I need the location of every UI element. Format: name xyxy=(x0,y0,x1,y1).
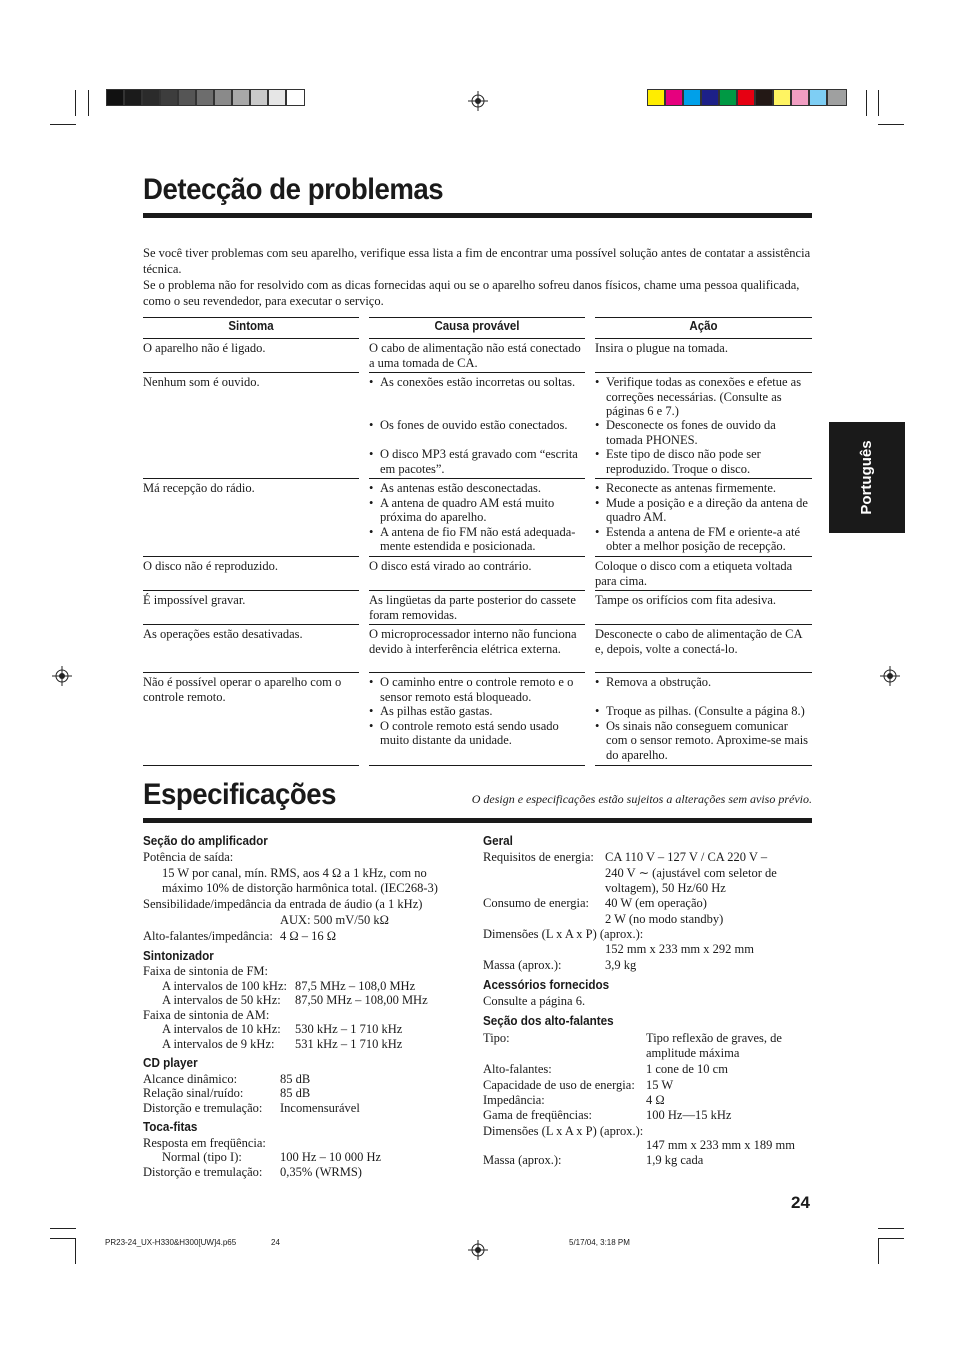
spec-value: 100 Hz – 10 000 Hz xyxy=(280,1150,382,1164)
spec-value: 100 Hz—15 kHz xyxy=(646,1108,732,1122)
registration-target-icon xyxy=(468,1240,488,1260)
spec-label: Capacidade de uso de energia: xyxy=(483,1078,635,1092)
spec-value: AUX: 500 mV/50 kΩ xyxy=(280,913,389,927)
cause-item: • A antena de quadro AM está muito próxima do aparelho. xyxy=(369,496,585,525)
spec-label: Relação sinal/ruído: xyxy=(143,1086,244,1100)
section-heading: Toca-fitas xyxy=(143,1119,198,1134)
cause-item: • O controle remoto está sendo usado muito distante da unidade. xyxy=(369,719,585,748)
intro-paragraph-1: Se você tiver problemas com seu aparelho, verifique essa lista a fim de encontrar uma possível solução antes de contatar a assistência técnica. xyxy=(143,246,811,276)
spec-value: amplitude máxima xyxy=(646,1046,740,1060)
action-item: • Verifique todas as conexões e efetue as correções necessárias. (Consulte as páginas 6 e 7.) xyxy=(595,375,812,419)
troubleshooting-title: Detecção de problemas xyxy=(143,173,444,206)
spec-label: Massa (aprox.): xyxy=(483,1153,562,1167)
spec-value: 87,50 MHz – 108,00 MHz xyxy=(295,993,428,1007)
spec-label: Alto-falantes/impedância: xyxy=(143,929,273,943)
cause-item: • A antena de fio FM não está adequada-mente estendida e posicionada. xyxy=(369,525,585,554)
cause-item: • As pilhas estão gastas. xyxy=(369,704,585,719)
spec-label: Massa (aprox.): xyxy=(483,958,562,972)
action-item: • Este tipo de disco não pode ser reproduzido. Troque o disco. xyxy=(595,447,812,476)
cause-item: • As antenas estão desconectadas. xyxy=(369,481,585,496)
action-item: • Troque as pilhas. (Consulte a página 8.) xyxy=(595,704,812,719)
spec-label: Sensibilidade/impedância da entrada de áudio (a 1 kHz) xyxy=(143,897,423,911)
spec-value: 152 mm x 233 mm x 292 mm xyxy=(605,942,754,956)
action-cell: Desconecte o cabo de alimentação de CA e, depois, volte a conectá-lo. xyxy=(595,627,802,656)
symptom-cell: As operações estão desativadas. xyxy=(143,627,303,641)
cause-item: • Os fones de ouvido estão conectados. xyxy=(369,418,585,433)
spec-value: Consulte a página 6. xyxy=(483,994,586,1008)
spec-value: 40 W (em operação) xyxy=(605,896,707,910)
registration-target-icon xyxy=(468,91,488,111)
cause-cell: As lingüetas da parte posterior do cassete foram removidas. xyxy=(369,593,576,622)
action-cell: Insira o plugue na tomada. xyxy=(595,341,728,355)
section-heading: CD player xyxy=(143,1055,198,1070)
column-header-cause: Causa provável xyxy=(434,319,520,333)
spec-value: 1,9 kg cada xyxy=(646,1153,704,1167)
spec-label: Faixa de sintonia de AM: xyxy=(143,1008,270,1022)
specs-rule xyxy=(143,818,812,823)
spec-label: Resposta em freqüência: xyxy=(143,1136,266,1150)
spec-value: 530 kHz – 1 710 kHz xyxy=(295,1022,403,1036)
spec-value: CA 110 V – 127 V / CA 220 V – xyxy=(605,850,768,864)
spec-label: Tipo: xyxy=(483,1031,510,1045)
section-heading: Geral xyxy=(483,833,513,848)
footer-page: 24 xyxy=(271,1238,280,1247)
section-heading: Acessórios fornecidos xyxy=(483,977,610,992)
spec-value: máximo 10% de distorção harmônica total. (IEC268-3) xyxy=(162,881,438,895)
specifications-note: O design e especificações estão sujeitos a alterações sem aviso prévio. xyxy=(471,792,812,806)
action-item: • Remova a obstrução. xyxy=(595,675,812,690)
action-item: • Reconecte as antenas firmemente. xyxy=(595,481,812,496)
spec-label: Alcance dinâmico: xyxy=(143,1072,238,1086)
cause-cell: O cabo de alimentação não está conectado a uma tomada de CA. xyxy=(369,341,581,370)
spec-label: A intervalos de 9 kHz: xyxy=(162,1037,275,1051)
spec-value: 240 V ∼ (ajustável com seletor de xyxy=(605,866,777,880)
action-cell: Coloque o disco com a etiqueta voltada para cima. xyxy=(595,559,793,588)
symptom-cell: É impossível gravar. xyxy=(143,593,246,607)
spec-value: 2 W (no modo standby) xyxy=(605,912,724,926)
spec-value: 1 cone de 10 cm xyxy=(646,1062,728,1076)
symptom-cell: O aparelho não é ligado. xyxy=(143,341,266,355)
symptom-cell: Má recepção do rádio. xyxy=(143,481,255,495)
symptom-cell: O disco não é reproduzido. xyxy=(143,559,279,573)
spec-label: Consumo de energia: xyxy=(483,896,589,910)
spec-label: Requisitos de energia: xyxy=(483,850,594,864)
spec-value: 4 Ω xyxy=(646,1093,665,1107)
section-heading: Seção do amplificador xyxy=(143,833,268,848)
spec-value: 3,9 kg xyxy=(605,958,637,972)
spec-label: Potência de saída: xyxy=(143,850,234,864)
spec-label: Normal (tipo I): xyxy=(162,1150,242,1164)
column-header-symptom: Sintoma xyxy=(228,319,274,333)
spec-label: Dimensões (L x A x P) (aprox.): xyxy=(483,927,644,941)
footer-date: 5/17/04, 3:18 PM xyxy=(569,1238,630,1247)
spec-label: Distorção e tremulação: xyxy=(143,1101,263,1115)
spec-label: A intervalos de 10 kHz: xyxy=(162,1022,281,1036)
spec-value: 4 Ω – 16 Ω xyxy=(280,929,337,943)
section-heading: Seção dos alto-falantes xyxy=(483,1013,614,1028)
footer-filename: PR23-24_UX-H330&H300[UW]4.p65 xyxy=(105,1238,237,1247)
spec-label: Alto-falantes: xyxy=(483,1062,552,1076)
spec-value: 147 mm x 233 mm x 189 mm xyxy=(646,1138,795,1152)
symptom-cell: Nenhum som é ouvido. xyxy=(143,375,260,389)
column-header-action: Ação xyxy=(689,319,718,333)
registration-target-icon xyxy=(52,666,72,686)
title-rule xyxy=(143,213,812,218)
action-item: • Estenda a antena de FM e oriente-a até obter a melhor posição de recepção. xyxy=(595,525,812,554)
spec-label: Impedância: xyxy=(483,1093,545,1107)
spec-value: 15 W por canal, mín. RMS, aos 4 Ω a 1 kHz, com no xyxy=(162,866,427,880)
specifications-title: Especificações xyxy=(143,778,337,811)
spec-label: Distorção e tremulação: xyxy=(143,1165,263,1179)
action-item: • Os sinais não conseguem comunicar com o sensor remoto. Aproxime-se mais do aparelho. xyxy=(595,719,812,763)
spec-value: 0,35% (WRMS) xyxy=(280,1165,362,1179)
intro-paragraph-2: Se o problema não for resolvido com as dicas fornecidas aqui ou se o aparelho sofreu danos físicos, chame uma pessoa qualificada, como o seu revendedor, para executar o serviço. xyxy=(143,278,800,308)
spec-label: Faixa de sintonia de FM: xyxy=(143,964,268,978)
spec-value: 15 W xyxy=(646,1078,674,1092)
spec-value: 531 kHz – 1 710 kHz xyxy=(295,1037,403,1051)
section-heading: Sintonizador xyxy=(143,948,214,963)
spec-value: 85 dB xyxy=(280,1086,311,1100)
spec-label: Gama de freqüências: xyxy=(483,1108,592,1122)
action-item: • Desconecte os fones de ouvido da tomada PHONES. xyxy=(595,418,812,447)
cause-item: • O disco MP3 está gravado com “escrita em pacotes”. xyxy=(369,447,585,476)
registration-target-icon xyxy=(880,666,900,686)
spec-label: Dimensões (L x A x P) (aprox.): xyxy=(483,1124,644,1138)
spec-value: 85 dB xyxy=(280,1072,311,1086)
spec-label: A intervalos de 50 kHz: xyxy=(162,993,281,1007)
page-number: 24 xyxy=(791,1193,810,1212)
action-cell: Tampe os orifícios com fita adesiva. xyxy=(595,593,777,607)
spec-value: Incomensurável xyxy=(280,1101,360,1115)
spec-value: Tipo reflexão de graves, de xyxy=(646,1031,782,1045)
spec-value: 87,5 MHz – 108,0 MHz xyxy=(295,979,416,993)
cause-item: • As conexões estão incorretas ou soltas. xyxy=(369,375,585,390)
symptom-cell: Não é possível operar o aparelho com o controle remoto. xyxy=(143,675,342,704)
cause-cell: O disco está virado ao contrário. xyxy=(369,559,532,573)
cause-item: • O caminho entre o controle remoto e o sensor remoto está bloqueado. xyxy=(369,675,585,704)
action-item: • Mude a posição e a direção da antena de quadro AM. xyxy=(595,496,812,525)
cause-cell: O microprocessador interno não funciona devido à interferência elétrica externa. xyxy=(369,627,577,656)
language-tab xyxy=(829,422,905,533)
language-tab-label: Português xyxy=(858,440,875,515)
spec-label: A intervalos de 100 kHz: xyxy=(162,979,287,993)
spec-value: voltagem), 50 Hz/60 Hz xyxy=(605,881,726,895)
